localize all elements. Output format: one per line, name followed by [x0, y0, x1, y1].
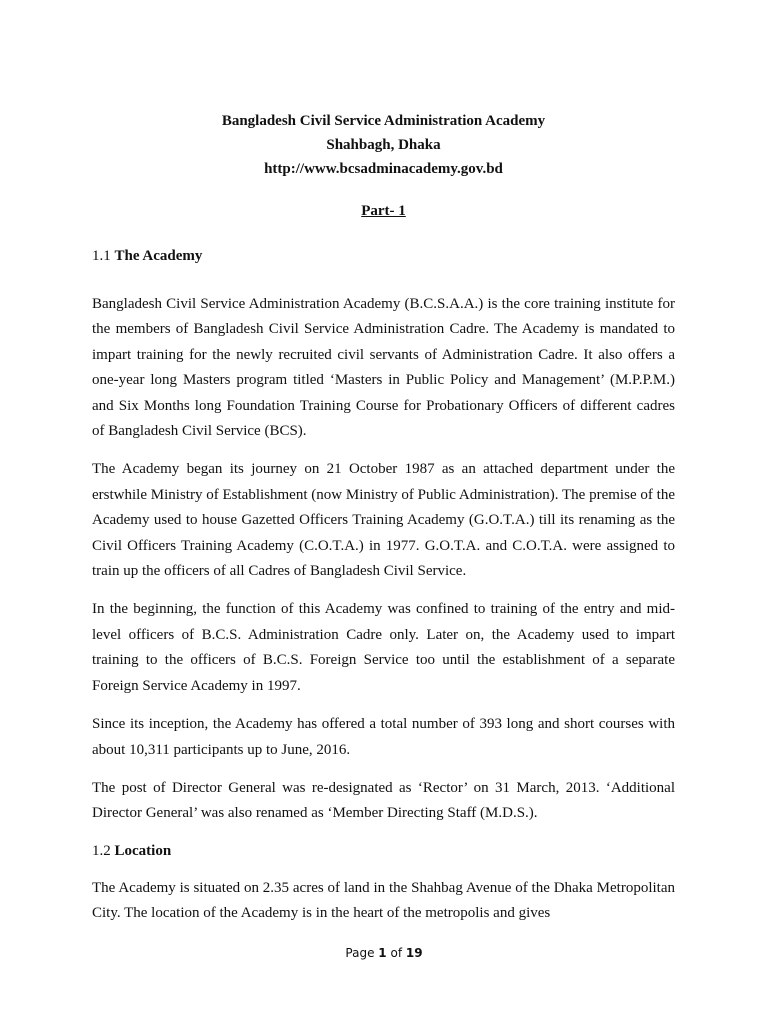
section-heading-academy [92, 244, 675, 268]
page-number-footer [0, 946, 768, 960]
section-title: Location [114, 842, 172, 859]
section-number: 1.1 [92, 248, 115, 264]
section-number: 1.2 [92, 842, 115, 859]
current-page-number: 1 [378, 946, 387, 960]
document-page [92, 109, 675, 927]
paragraph: In the beginning, the function of this Academy was confined to training of the entry and mid-level officers of B.C.S. Administration Cadre only. Later on, the Academy used to impart training to the officers of B.C.S. Foreign Service too until the establishment of a separate Foreign Service Academy in 1997. [92, 601, 675, 694]
part-heading: Part- 1 [361, 203, 406, 219]
paragraph: Bangladesh Civil Service Administration Academy (B.C.S.A.A.) is the core training institute for the members of Bangladesh Civil Service Administration Cadre. The Academy is mandated to impart training for the newly recruited civil servants of Administration Cadre. It also offers a one-year long Masters program titled ‘Masters in Public Policy and Management’ (M.P.P.M.) and Six Months long Foundation Training Course for Probationary Officers of different cadres of Bangladesh Civil Service (BCS). [92, 296, 675, 440]
section-heading-location [92, 839, 675, 863]
paragraph: The Academy is situated on 2.35 acres of land in the Shahbag Avenue of the Dhaka Metropolitan City. The location of the Academy is in the heart of the metropolis and gives [92, 879, 675, 922]
paragraph: Since its inception, the Academy has offered a total number of 393 long and short courses with about 10,311 participants up to June, 2016. [92, 716, 675, 758]
institution-website: http://www.bcsadminacademy.gov.bd [264, 161, 503, 177]
document-header [92, 109, 675, 181]
paragraph: The post of Director General was re-designated as ‘Rector’ on 31 March, 2013. ‘Additional Director General’ was also renamed as ‘Member Directing Staff (M.D.S.). [92, 779, 675, 822]
section-title: The Academy [114, 248, 203, 264]
institution-name: Bangladesh Civil Service Administration Academy [221, 113, 546, 129]
paragraph: The Academy began its journey on 21 October 1987 as an attached department under the erstwhile Ministry of Establishment (now Ministry of Public Administration). The premise of the Academy used to house Gazetted Officers Training Academy (G.O.T.A.) till its renaming as the Civil Officers Training Academy (C.O.T.A.) in 1977. G.O.T.A. and C.O.T.A. were assigned to train up the officers of all Cadres of Bangladesh Civil Service. [92, 461, 675, 580]
page-label-prefix: Page [345, 946, 379, 960]
total-page-count: 19 [405, 946, 423, 960]
page-label-of: of [386, 946, 406, 960]
institution-address: Shahbagh, Dhaka [326, 137, 441, 153]
